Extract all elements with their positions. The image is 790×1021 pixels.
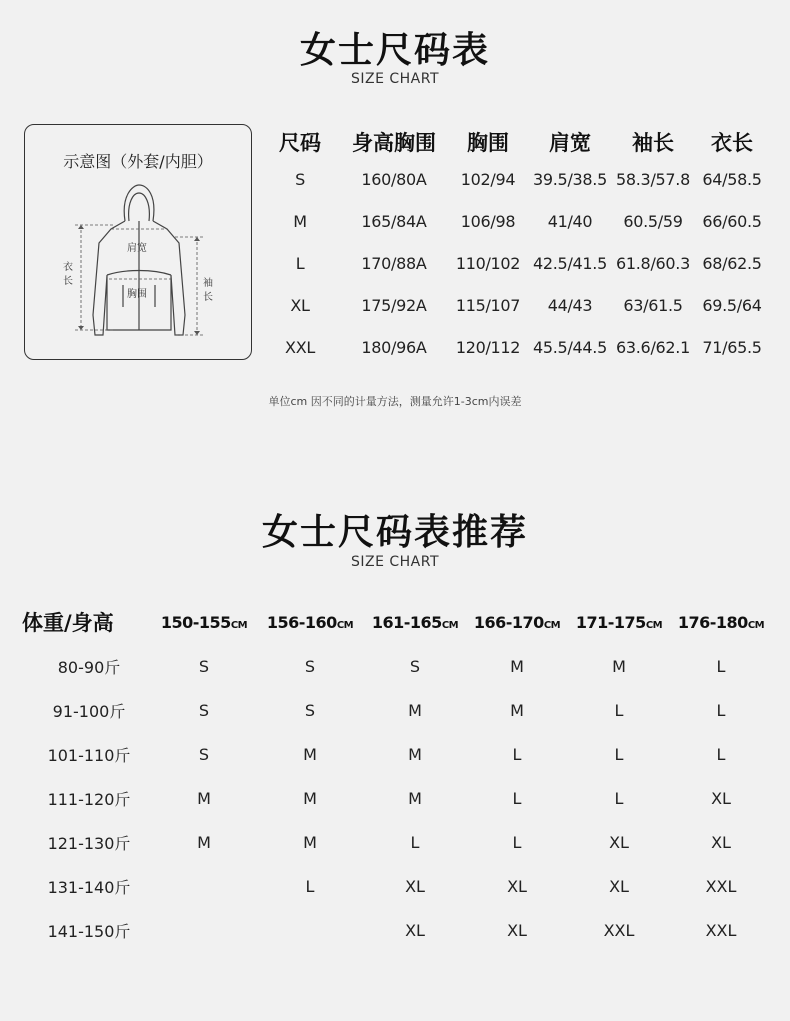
table-cell: M — [510, 700, 524, 720]
table-cell: M — [408, 744, 422, 764]
table-cell: S — [304, 700, 316, 720]
table-cell: 42.5/41.5 — [533, 253, 607, 273]
table-cell: 102/94 — [460, 169, 516, 189]
size-chart-subtitle: SIZE CHART — [350, 71, 440, 87]
table-cell: M — [197, 832, 211, 852]
table-cell: 61.8/60.3 — [616, 253, 690, 273]
table-cell: 170/88A — [361, 253, 427, 273]
weight-range: 131-140斤 — [47, 877, 131, 897]
table-cell: L — [295, 253, 305, 273]
weight-range: 101-110斤 — [47, 745, 131, 765]
table-cell: XL — [405, 920, 425, 940]
header-height-range: 166-170CM — [473, 612, 561, 632]
table-row — [262, 158, 782, 200]
table-cell: L — [512, 788, 522, 808]
table-cell: XL — [405, 876, 425, 896]
table-cell: XXL — [705, 876, 737, 896]
table-cell: 60.5/59 — [623, 211, 683, 231]
header-height-range: 176-180CM — [677, 612, 765, 632]
table-cell: 58.3/57.8 — [616, 169, 690, 189]
table-cell: S — [198, 656, 210, 676]
table-cell: S — [198, 700, 210, 720]
table-cell: L — [614, 788, 624, 808]
shoulder-label: 肩宽 — [127, 243, 147, 254]
header-length: 衣长 — [711, 131, 753, 155]
table-cell: 165/84A — [361, 211, 427, 231]
table-cell: XXL — [285, 337, 315, 357]
table-cell: M — [303, 744, 317, 764]
table-cell: M — [197, 788, 211, 808]
table-cell: M — [612, 656, 626, 676]
table-cell: 180/96A — [361, 337, 427, 357]
table-cell: 115/107 — [455, 295, 521, 315]
header-height-range: 150-155CM — [160, 612, 248, 632]
header-size: 尺码 — [279, 131, 321, 155]
weight-range: 111-120斤 — [47, 789, 131, 809]
table-row — [262, 326, 782, 368]
table-cell: XXL — [603, 920, 635, 940]
chest-label: 胸围 — [127, 289, 147, 300]
weight-range: 91-100斤 — [52, 701, 126, 721]
table-cell: XL — [609, 832, 629, 852]
table-cell: S — [304, 656, 316, 676]
size-chart-title: 女士尺码表 — [299, 30, 490, 71]
table-cell: 175/92A — [361, 295, 427, 315]
table-cell: 63.6/62.1 — [616, 337, 690, 357]
header-chest: 胸围 — [467, 131, 509, 155]
table-row — [22, 776, 772, 820]
measurement-note: 单位cm 因不同的计量方法，测量允许1-3cm内误差 — [268, 395, 522, 408]
table-cell: S — [409, 656, 421, 676]
table-cell: M — [293, 211, 307, 231]
size-recommend-table — [22, 644, 772, 952]
header-height-chest: 身高胸围 — [352, 131, 436, 155]
table-cell: S — [295, 169, 305, 189]
size-recommend-title: 女士尺码表推荐 — [261, 512, 528, 553]
table-cell: M — [510, 656, 524, 676]
table-cell: 44/43 — [547, 295, 593, 315]
table-cell: XL — [609, 876, 629, 896]
weight-range: 121-130斤 — [47, 833, 131, 853]
table-cell: L — [305, 876, 315, 896]
table-cell: S — [198, 744, 210, 764]
table-cell: 68/62.5 — [702, 253, 762, 273]
table-row — [22, 820, 772, 864]
table-cell: 66/60.5 — [702, 211, 762, 231]
table-cell: 69.5/64 — [702, 295, 762, 315]
table-cell: 64/58.5 — [702, 169, 762, 189]
length-label: 衣长 — [63, 262, 73, 287]
table-row — [22, 864, 772, 908]
table-cell: M — [408, 788, 422, 808]
recommend-header-row — [22, 606, 772, 638]
table-cell: 39.5/38.5 — [533, 169, 607, 189]
garment-diagram — [24, 124, 252, 360]
table-cell: 41/40 — [547, 211, 593, 231]
size-recommend-subtitle: SIZE CHART — [350, 554, 440, 570]
table-cell: M — [408, 700, 422, 720]
weight-range: 141-150斤 — [47, 921, 131, 941]
diagram-caption: 示意图（外套/内胆） — [63, 152, 213, 171]
header-height-range: 171-175CM — [575, 612, 663, 632]
header-weight-height: 体重/身高 — [22, 611, 114, 635]
table-cell: 45.5/44.5 — [533, 337, 607, 357]
table-header-row — [262, 126, 782, 158]
table-cell: 63/61.5 — [623, 295, 683, 315]
table-row — [22, 908, 772, 952]
table-cell: L — [716, 656, 726, 676]
table-row — [262, 200, 782, 242]
table-cell: L — [410, 832, 420, 852]
table-cell: L — [614, 744, 624, 764]
table-cell: L — [716, 700, 726, 720]
table-cell: M — [303, 832, 317, 852]
table-row — [262, 242, 782, 284]
table-cell: M — [303, 788, 317, 808]
table-cell: L — [512, 832, 522, 852]
size-measurement-table — [262, 126, 782, 368]
table-cell: XL — [507, 920, 527, 940]
table-cell: XXL — [705, 920, 737, 940]
header-shoulder: 肩宽 — [549, 131, 591, 155]
header-sleeve: 袖长 — [632, 131, 674, 155]
table-cell: L — [716, 744, 726, 764]
table-cell: 120/112 — [455, 337, 521, 357]
table-row — [22, 688, 772, 732]
table-cell: XL — [711, 832, 731, 852]
table-row — [22, 732, 772, 776]
table-cell: L — [512, 744, 522, 764]
table-cell: XL — [290, 295, 310, 315]
table-row — [22, 644, 772, 688]
table-cell: XL — [711, 788, 731, 808]
weight-range: 80-90斤 — [57, 657, 121, 677]
header-height-range: 156-160CM — [266, 612, 354, 632]
table-cell: L — [614, 700, 624, 720]
table-cell: XL — [507, 876, 527, 896]
sleeve-label: 袖长 — [203, 278, 213, 303]
table-row — [262, 284, 782, 326]
header-height-range: 161-165CM — [371, 612, 459, 632]
table-cell: 71/65.5 — [702, 337, 762, 357]
table-cell: 110/102 — [455, 253, 521, 273]
table-cell: 106/98 — [460, 211, 516, 231]
table-cell: 160/80A — [361, 169, 427, 189]
